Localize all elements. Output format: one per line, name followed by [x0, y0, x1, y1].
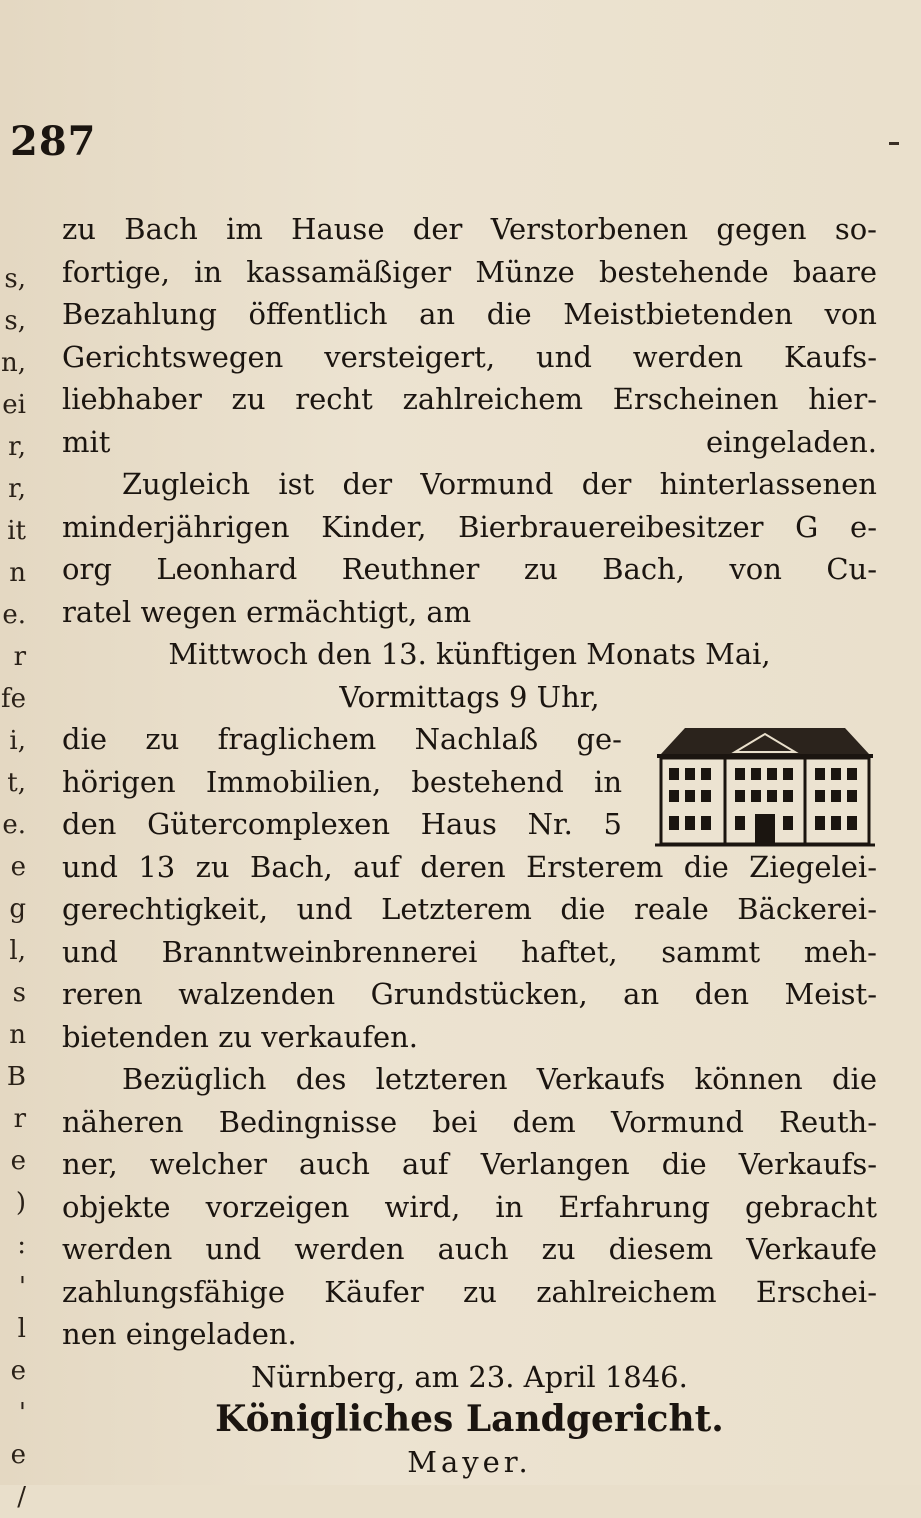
text-line: reren walzenden Grundstücken, an den Meist-: [62, 977, 877, 1011]
text-line: zu Bach im Hause der Verstorbenen gegen so-: [62, 212, 877, 246]
auction-date: Mittwoch den 13. künftigen Monats Mai,: [168, 637, 771, 671]
edge-mark: [889, 142, 899, 145]
text-line: liebhaber zu recht zahlreichem Erscheinen hier-: [62, 382, 877, 416]
paragraph-1: [62, 208, 877, 463]
text-line: näheren Bedingnisse bei dem Vormund Reuth-: [62, 1104, 877, 1139]
text-line: Zugleich ist der Vormund der hinterlassenen: [122, 467, 877, 501]
margin-fragment: g: [9, 894, 26, 924]
margin-fragment: r,: [8, 432, 26, 462]
text-line: org Leonhard Reuthner zu Bach, von Cu-: [62, 552, 877, 586]
margin-fragment: l,: [9, 936, 26, 966]
auction-time: Vormittags 9 Uhr,: [339, 679, 600, 714]
text-line: nen eingeladen.: [62, 1317, 297, 1351]
text-line: minderjährigen Kinder, Bierbrauereibesitzer G e-: [62, 509, 877, 544]
text-line: objekte vorzeigen wird, in Erfahrung gebracht: [62, 1189, 877, 1224]
issuing-authority: Königliches Landgericht.: [215, 1398, 724, 1440]
text-line: zahlungsfähige Käufer zu zahlreichem Erschei-: [62, 1274, 877, 1309]
left-margin-fragments: [0, 258, 30, 1518]
text-line: Bezahlung öffentlich an die Meistbietenden von: [62, 297, 877, 331]
paragraph-4: [62, 1058, 877, 1356]
margin-fragment: n: [9, 1020, 26, 1050]
text-line: fortige, in kassamäßiger Münze bestehende baare: [62, 254, 877, 289]
margin-fragment: e.: [2, 600, 26, 630]
margin-fragment: fe: [0, 684, 26, 714]
margin-fragment: e.: [2, 810, 26, 840]
house-woodcut-icon: [655, 722, 875, 848]
paragraph-2: [62, 463, 877, 633]
margin-fragment: :: [17, 1230, 26, 1260]
margin-fragment: i,: [9, 726, 26, 756]
margin-fragment: r,: [8, 474, 26, 504]
margin-fragment: s: [12, 978, 26, 1008]
margin-fragment: r: [13, 1104, 26, 1134]
margin-fragment: e: [10, 1440, 26, 1470]
page-number: 287: [10, 118, 97, 165]
text-line: gerechtigkeit, und Letzterem die reale Bäckerei-: [62, 892, 877, 926]
margin-fragment: r: [13, 642, 26, 672]
margin-fragment: /: [17, 1482, 26, 1512]
margin-fragment: e: [10, 1356, 26, 1386]
text-line: Gerichtswegen versteigert, und werden Kaufs-: [62, 339, 877, 374]
margin-fragment: l: [17, 1314, 26, 1344]
margin-fragment: ei: [2, 390, 26, 420]
margin-fragment: ): [15, 1188, 26, 1218]
margin-fragment: s,: [4, 306, 26, 336]
text-line: die zu fraglichem Nachlaß ge-: [62, 722, 622, 756]
paragraph-3: [62, 718, 877, 1058]
text-line: Bezüglich des letzteren Verkaufs können die: [122, 1062, 877, 1096]
margin-fragment: ': [18, 1398, 26, 1428]
text-line: werden und werden auch zu diesem Verkaufe: [62, 1232, 877, 1266]
text-line: bietenden zu verkaufen.: [62, 1019, 419, 1054]
margin-fragment: n,: [0, 348, 26, 378]
margin-fragment: s,: [4, 264, 26, 294]
text-line: ner, welcher auch auf Verlangen die Verkaufs-: [62, 1147, 877, 1181]
margin-fragment: B: [6, 1062, 26, 1092]
margin-fragment: t,: [7, 768, 26, 798]
text-line: mit eingeladen.: [62, 424, 877, 459]
margin-fragment: ': [18, 1272, 26, 1302]
margin-fragment: e: [10, 1146, 26, 1176]
text-line: und Branntweinbrennerei haftet, sammt meh-: [62, 934, 877, 969]
signature: Mayer.: [407, 1444, 532, 1479]
text-line: den Gütercomplexen Haus Nr. 5: [62, 807, 622, 841]
margin-fragment: n: [9, 558, 26, 588]
notice-body: [62, 208, 877, 1483]
place-date: Nürnberg, am 23. April 1846.: [251, 1359, 688, 1394]
text-line: hörigen Immobilien, bestehend in: [62, 764, 622, 799]
text-line: ratel wegen ermächtigt, am: [62, 594, 472, 629]
text-line: und 13 zu Bach, auf deren Ersterem die Ziegelei-: [62, 849, 877, 884]
margin-fragment: e: [10, 852, 26, 882]
margin-fragment: it: [7, 516, 26, 546]
